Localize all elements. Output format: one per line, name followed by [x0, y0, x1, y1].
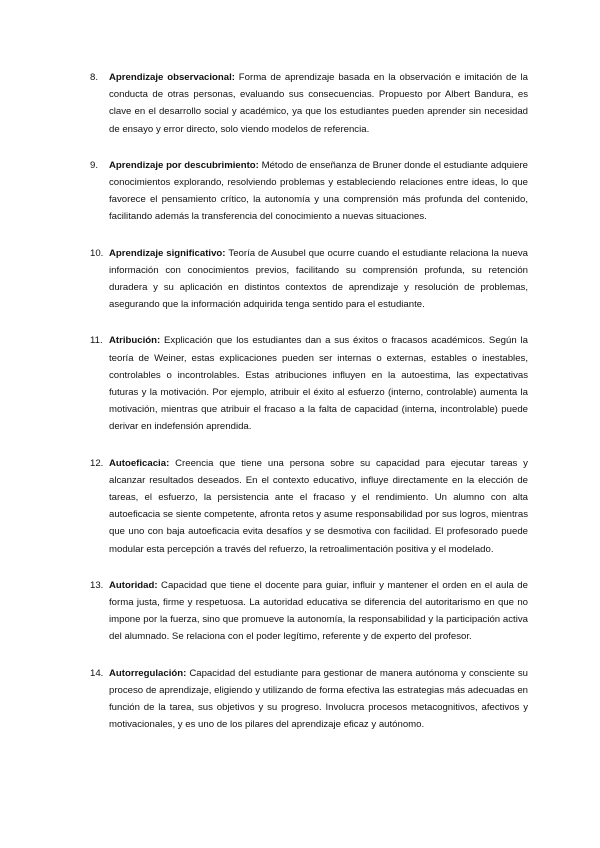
glossary-entry [90, 157, 528, 226]
glossary-list [90, 69, 528, 753]
glossary-entry [90, 455, 528, 558]
entry-term-text: Atribución [109, 335, 157, 347]
entry-number: 14. [90, 667, 104, 679]
entry-term [109, 160, 262, 171]
entry-number: 10. [90, 247, 104, 259]
entry-definition: Explicación que los estudiantes dan a sus éxitos o fracasos académicos. Según la teoría de Weiner, estas explicaciones pueden ser internas o externas, estables o inestables, controlables o incontrolables. Estas atribuciones influyen en la autoestima, las expectativas futuras y la motivación. Por ejemplo, atribuir el éxito al esfuerzo (interno, controlable) aumenta la motivación, mientras que atribuir el fracaso a la falta de capacidad (interna, incontrolable) puede derivar en indefensión aprendida. [109, 335, 528, 433]
entry-term-text: Aprendizaje significativo [109, 247, 223, 259]
entry-definition: Creencia que tiene una persona sobre su capacidad para ejecutar tareas y alcanzar resultados deseados. En el contexto educativo, influye directamente en la elección de tareas, el esfuerzo, la persistencia ante el fracaso y el rendimiento. Un alumno con alta autoeficacia se siente competente, afronta retos y asume responsabilidad por sus logros, mientras que uno con baja autoeficacia evita desafíos y se desmotiva con facilidad. El profesorado puede modular esta percepción a través del refuerzo, la retroalimentación positiva y el modelado. [109, 457, 528, 555]
entry-term [109, 335, 164, 346]
glossary-entry [90, 332, 528, 435]
entry-term [109, 458, 175, 469]
glossary-entry [90, 577, 528, 646]
entry-term-text: Autoeficacia [109, 457, 167, 469]
entry-term-text: Autoridad [109, 579, 155, 591]
entry-number: 11. [90, 335, 103, 347]
entry-number: 9. [90, 159, 99, 171]
entry-term-separator: : [154, 579, 162, 591]
entry-number: 13. [90, 579, 104, 591]
entry-definition: Método de enseñanza de Bruner donde el estudiante adquiere conocimientos explorando, resolviendo problemas y estableciendo relaciones entre ideas, lo que favorece el pensamiento crítico, la autonomía y una comprensión más profunda del contenido, facilitando además la transferencia del conocimiento a nuevas situaciones. [109, 159, 528, 223]
glossary-entry [90, 665, 528, 734]
entry-definition: Capacidad del estudiante para gestionar de manera autónoma y consciente su proceso de aprendizaje, eligiendo y utilizando de forma efectiva las estrategias más adecuadas en función de la tarea, sus objetivos y su progreso. Involucra procesos metacognitivos, afectivos y motivacionales, y es uno de los pilares del aprendizaje eficaz y autónomo. [109, 667, 528, 731]
entry-term-separator: : [183, 667, 190, 679]
entry-term-text: Aprendizaje observacional [109, 72, 232, 83]
entry-term-text: Autorregulación [109, 667, 184, 679]
entry-term-separator: : [222, 247, 229, 259]
entry-term-separator: : [255, 159, 262, 171]
entry-definition: Capacidad que tiene el docente para guiar, influir y mantener el orden en el aula de forma justa, firme y respetuosa. La autoridad educativa se diferencia del autoritarismo en que no impone por la fuerza, sino que promueve la autonomía, la responsabilidad y la participación activa del alumnado. Se relaciona con el poder legítimo, referente y de experto del profesor. [109, 579, 528, 643]
entry-term [109, 248, 228, 259]
glossary-entry [90, 245, 528, 314]
entry-number: 8. [90, 72, 99, 83]
entry-term-separator: : [166, 457, 176, 469]
entry-definition: Forma de aprendizaje basada en la observación e imitación de la conducta de otras personas, evaluando sus consecuencias. Propuesto por Albert Bandura, es clave en el desarrollo social y académico, ya que los estudiantes pueden aprender sin necesidad de ensayo y error directo, solo viendo modelos de referencia. [109, 72, 528, 135]
entry-term-text: Aprendizaje por descubrimiento [109, 159, 256, 171]
entry-term-separator: : [231, 72, 239, 83]
entry-term [109, 72, 239, 83]
entry-term [109, 580, 161, 591]
entry-definition: Teoría de Ausubel que ocurre cuando el estudiante relaciona la nueva información con conocimientos previos, facilitando su comprensión profunda, su retención duradera y su aplicación en distintos contextos de aprendizaje y resolución de problemas, asegurando que la información adquirida tenga sentido para el estudiante. [109, 247, 528, 311]
entry-number: 12. [90, 457, 104, 469]
glossary-entry [90, 69, 528, 138]
entry-term [109, 668, 189, 679]
entry-term-separator: : [156, 335, 165, 347]
